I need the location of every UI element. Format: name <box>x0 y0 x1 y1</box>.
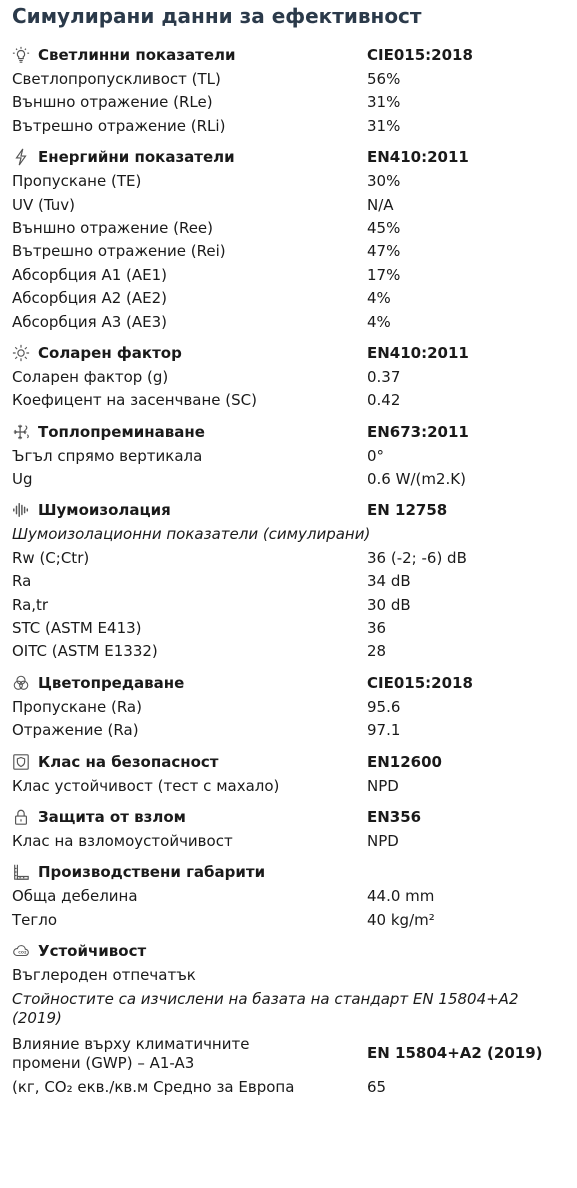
section-energy <box>12 144 565 334</box>
data-row: Обща дебелина 44.0 mm <box>12 887 435 906</box>
data-row: Ъгъл спрямо вертикала 0° <box>12 446 385 465</box>
lightbulb-icon <box>12 46 30 64</box>
data-row: Външно отражение (Ree) 45% <box>12 218 401 237</box>
lightning-icon <box>12 148 30 166</box>
section-header <box>12 938 565 964</box>
data-row: Соларен фактор (g) 0.37 <box>12 367 401 386</box>
section-heading: Светлинни показатели <box>38 46 236 64</box>
data-row: Ug 0.6 W/(m2.K) <box>12 470 466 489</box>
section-standard: EN410:2011 <box>367 343 469 362</box>
section-standard: CIE015:2018 <box>367 46 473 64</box>
unit-label: (кг, CO₂ екв./кв.м Средно за Европа <box>12 1077 295 1096</box>
data-row: Клас на взломоустойчивост NPD <box>12 831 399 850</box>
section-header <box>12 419 565 445</box>
section-heading: Топлопреминаване <box>38 422 205 441</box>
data-row: Клас устойчивост (тест с махало) NPD <box>12 776 399 795</box>
section-heading: Устойчивост <box>38 942 147 961</box>
ruler-icon <box>12 863 30 881</box>
unit-value: 65 <box>367 1077 387 1096</box>
soundwave-icon <box>12 501 30 519</box>
section-standard: CIE015:2018 <box>367 673 473 692</box>
color-circles-icon <box>12 674 30 692</box>
data-row: UV (Tuv) N/A <box>12 195 394 214</box>
sun-icon <box>12 344 30 362</box>
section-heading: Производствени габарити <box>38 863 266 882</box>
data-row: Вътрешно отражение (Rei) 47% <box>12 242 401 261</box>
data-row: Ra 34 dB <box>12 572 411 591</box>
data-row: Пропускане (Ra) 95.6 <box>12 697 401 716</box>
section-subheading: Въглероден отпечатък <box>12 966 196 985</box>
section-acoustic <box>12 497 565 663</box>
data-row: Rw (C;Ctr) 36 (-2; -6) dB <box>12 548 467 567</box>
data-row: Коефицент на засенчване (SC) 0.42 <box>12 391 401 410</box>
section-standard: EN12600 <box>367 752 442 771</box>
section-heading: Клас на безопасност <box>38 752 219 771</box>
section-header <box>12 804 565 830</box>
section-standard: EN673:2011 <box>367 422 469 441</box>
data-row: Пропускане (TE) 30% <box>12 172 401 191</box>
section-standard: EN 12758 <box>367 501 448 520</box>
data-row: Абсорбция A3 (AE3) 4% <box>12 312 391 331</box>
data-row: STC (ASTM E413) 36 <box>12 619 387 638</box>
heat-transfer-icon <box>12 423 30 441</box>
section-note: Стойностите са изчислени на базата на стандарт EN 15804+A2 (2019) <box>12 989 519 1027</box>
section-heat-transfer <box>12 419 565 492</box>
shield-icon <box>12 753 30 771</box>
data-row: Светлопропускливост (TL) 56% <box>12 70 401 88</box>
section-header <box>12 144 565 170</box>
svg-text:CO2: CO2 <box>18 950 27 955</box>
data-row: Външно отражение (RLe) 31% <box>12 93 401 112</box>
data-row: OITC (ASTM E1332) 28 <box>12 642 387 661</box>
section-standard: EN410:2011 <box>367 148 469 167</box>
gwp-row <box>12 1032 565 1076</box>
section-standard: EN356 <box>367 807 422 826</box>
data-row: Абсорбция A2 (AE2) 4% <box>12 289 391 308</box>
section-header <box>12 42 565 68</box>
section-light <box>12 42 565 138</box>
section-color-rendering <box>12 670 565 743</box>
section-safety <box>12 749 565 798</box>
section-header <box>12 497 565 523</box>
section-heading: Цветопредаване <box>38 673 185 692</box>
page-title: Симулирани данни за ефективност <box>12 4 422 28</box>
data-row: Абсорбция A1 (AE1) 17% <box>12 265 401 284</box>
section-heading: Защита от взлом <box>38 807 186 826</box>
section-header <box>12 340 565 366</box>
section-header <box>12 859 565 885</box>
section-header <box>12 749 565 775</box>
section-burglary <box>12 804 565 853</box>
cloud-co2-icon <box>12 942 30 960</box>
section-heading: Енергийни показатели <box>38 148 235 167</box>
section-dimensions <box>12 859 565 932</box>
section-note: Шумоизолационни показатели (симулирани) <box>12 525 371 544</box>
section-heading: Соларен фактор <box>38 343 182 362</box>
data-row <box>12 1076 565 1099</box>
section-header <box>12 670 565 696</box>
data-row: Вътрешно отражение (RLi) 31% <box>12 116 401 135</box>
lock-icon <box>12 808 30 826</box>
gwp-label: Влияние върху климатичните промени (GWP) – A1-A3 <box>12 1034 250 1072</box>
data-row: Отражение (Ra) 97.1 <box>12 721 401 740</box>
section-sustainability <box>12 938 565 1099</box>
data-row: Ra,tr 30 dB <box>12 595 411 614</box>
data-row: Тегло 40 kg/m² <box>12 910 435 929</box>
section-heading: Шумоизолация <box>38 501 171 520</box>
gwp-standard: EN 15804+A2 (2019) <box>367 1044 543 1063</box>
section-solar-factor <box>12 340 565 413</box>
